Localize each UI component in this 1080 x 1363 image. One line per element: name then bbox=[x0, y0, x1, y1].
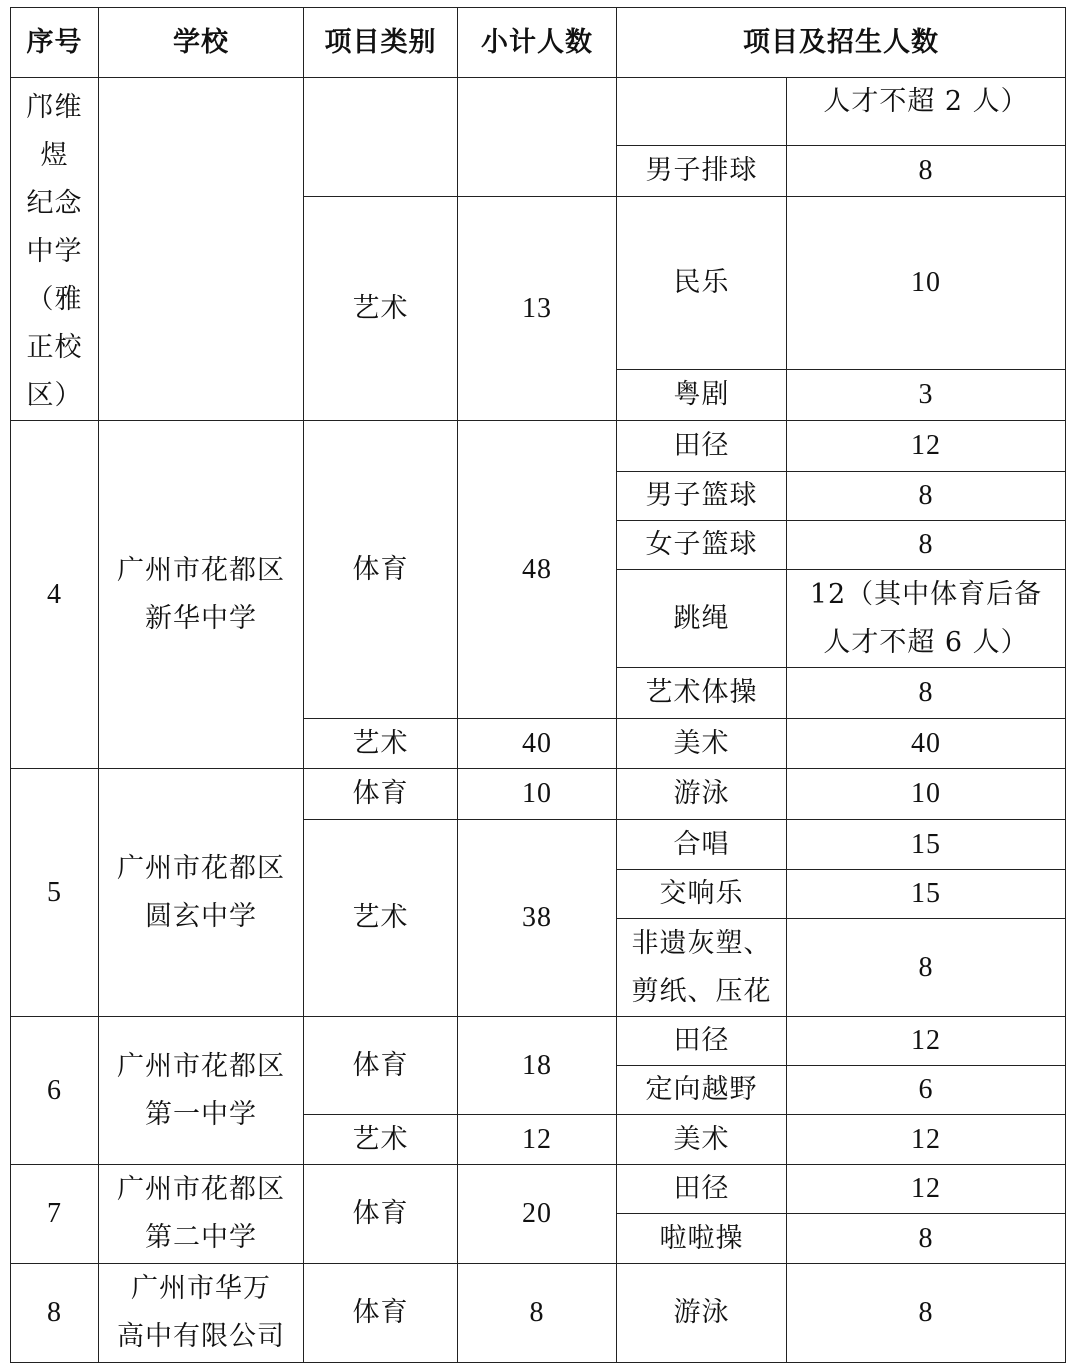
count-cell: 8 bbox=[787, 919, 1066, 1017]
count-cell: 3 bbox=[787, 370, 1066, 421]
item-cell: 民乐 bbox=[617, 197, 787, 370]
header-school: 学校 bbox=[99, 8, 304, 78]
index-cell: 5 bbox=[11, 769, 99, 1017]
header-index: 序号 bbox=[11, 8, 99, 78]
count-cell: 8 bbox=[787, 1264, 1066, 1363]
school-name: 广州市华万 高中有限公司 bbox=[117, 1273, 285, 1352]
category-cell: 体育 bbox=[304, 1165, 458, 1264]
item-cell: 美术 bbox=[617, 1115, 787, 1165]
table-row bbox=[11, 1017, 1066, 1066]
header-category: 项目类别 bbox=[304, 8, 458, 78]
header-row bbox=[11, 8, 1066, 78]
school-cell bbox=[99, 421, 304, 769]
subtotal-cell: 12 bbox=[458, 1115, 617, 1165]
school-name: 广州市花都区 新华中学 bbox=[117, 554, 285, 634]
school-name: 广州市花都区 第一中学 bbox=[117, 1050, 285, 1130]
item-cell: 合唱 bbox=[617, 820, 787, 870]
subtotal-cell: 20 bbox=[458, 1165, 617, 1264]
subtotal-cell: 10 bbox=[458, 769, 617, 820]
item-cell: 跳绳 bbox=[617, 570, 787, 668]
index-cell: 6 bbox=[11, 1017, 99, 1165]
school-cell bbox=[99, 1264, 304, 1363]
school-cell bbox=[11, 78, 99, 421]
count-cell: 8 bbox=[787, 521, 1066, 570]
item-cell: 啦啦操 bbox=[617, 1214, 787, 1264]
index-cell: 7 bbox=[11, 1165, 99, 1264]
count-cell: 8 bbox=[787, 1214, 1066, 1264]
index-cell-empty bbox=[99, 78, 304, 421]
item-cell: 粤剧 bbox=[617, 370, 787, 421]
index-cell: 8 bbox=[11, 1264, 99, 1363]
count-cell: 15 bbox=[787, 820, 1066, 870]
school-cell bbox=[99, 769, 304, 1017]
count-cell: 人才不超 2 人） bbox=[787, 78, 1066, 146]
item-cell: 游泳 bbox=[617, 1264, 787, 1363]
item-cell: 田径 bbox=[617, 1017, 787, 1066]
count-cell: 12 bbox=[787, 1017, 1066, 1066]
count-cell: 8 bbox=[787, 146, 1066, 197]
count-cell: 12 bbox=[787, 421, 1066, 472]
count-cell: 10 bbox=[787, 197, 1066, 370]
item-cell: 非遗灰塑、 剪纸、压花 bbox=[617, 919, 787, 1017]
enrollment-table bbox=[10, 7, 1066, 1363]
school-name: 邝维煜 纪念中学 （雅正校区） bbox=[26, 92, 83, 411]
table-row bbox=[11, 1264, 1066, 1363]
item-cell: 交响乐 bbox=[617, 870, 787, 919]
category-cell: 艺术 bbox=[304, 719, 458, 769]
subtotal-cell: 48 bbox=[458, 421, 617, 719]
table-row bbox=[11, 1165, 1066, 1214]
count-cell: 8 bbox=[787, 472, 1066, 521]
category-cell: 艺术 bbox=[304, 197, 458, 421]
count-cell: 8 bbox=[787, 668, 1066, 719]
header-subtotal: 小计人数 bbox=[458, 8, 617, 78]
school-name: 广州市花都区 圆玄中学 bbox=[117, 852, 285, 932]
category-cell: 体育 bbox=[304, 1017, 458, 1115]
school-cell bbox=[99, 1165, 304, 1264]
item-cell-empty bbox=[617, 78, 787, 146]
count-cell: 15 bbox=[787, 870, 1066, 919]
subtotal-cell: 8 bbox=[458, 1264, 617, 1363]
subtotal-cell: 40 bbox=[458, 719, 617, 769]
table-row bbox=[11, 421, 1066, 472]
subtotal-cell-empty bbox=[458, 78, 617, 197]
subtotal-cell: 13 bbox=[458, 197, 617, 421]
table-row bbox=[11, 78, 1066, 146]
category-cell: 艺术 bbox=[304, 820, 458, 1017]
category-cell: 体育 bbox=[304, 769, 458, 820]
item-cell: 游泳 bbox=[617, 769, 787, 820]
header-items: 项目及招生人数 bbox=[617, 8, 1066, 78]
category-cell-empty bbox=[304, 78, 458, 197]
table-row bbox=[11, 769, 1066, 820]
item-cell: 女子篮球 bbox=[617, 521, 787, 570]
category-cell: 体育 bbox=[304, 1264, 458, 1363]
category-cell: 体育 bbox=[304, 421, 458, 719]
count-cell: 12 bbox=[787, 1115, 1066, 1165]
count-cell: 12（其中体育后备 人才不超 6 人） bbox=[787, 570, 1066, 668]
item-cell: 美术 bbox=[617, 719, 787, 769]
item-cell: 定向越野 bbox=[617, 1066, 787, 1115]
item-cell: 艺术体操 bbox=[617, 668, 787, 719]
count-cell: 10 bbox=[787, 769, 1066, 820]
school-cell bbox=[99, 1017, 304, 1165]
count-cell: 6 bbox=[787, 1066, 1066, 1115]
enrollment-table-container bbox=[10, 7, 1066, 1363]
count-cell: 12 bbox=[787, 1165, 1066, 1214]
item-cell: 田径 bbox=[617, 421, 787, 472]
subtotal-cell: 18 bbox=[458, 1017, 617, 1115]
subtotal-cell: 38 bbox=[458, 820, 617, 1017]
index-cell: 4 bbox=[11, 421, 99, 769]
item-cell: 男子篮球 bbox=[617, 472, 787, 521]
item-cell: 田径 bbox=[617, 1165, 787, 1214]
item-cell: 男子排球 bbox=[617, 146, 787, 197]
category-cell: 艺术 bbox=[304, 1115, 458, 1165]
school-name: 广州市花都区 第二中学 bbox=[117, 1174, 285, 1253]
count-cell: 40 bbox=[787, 719, 1066, 769]
